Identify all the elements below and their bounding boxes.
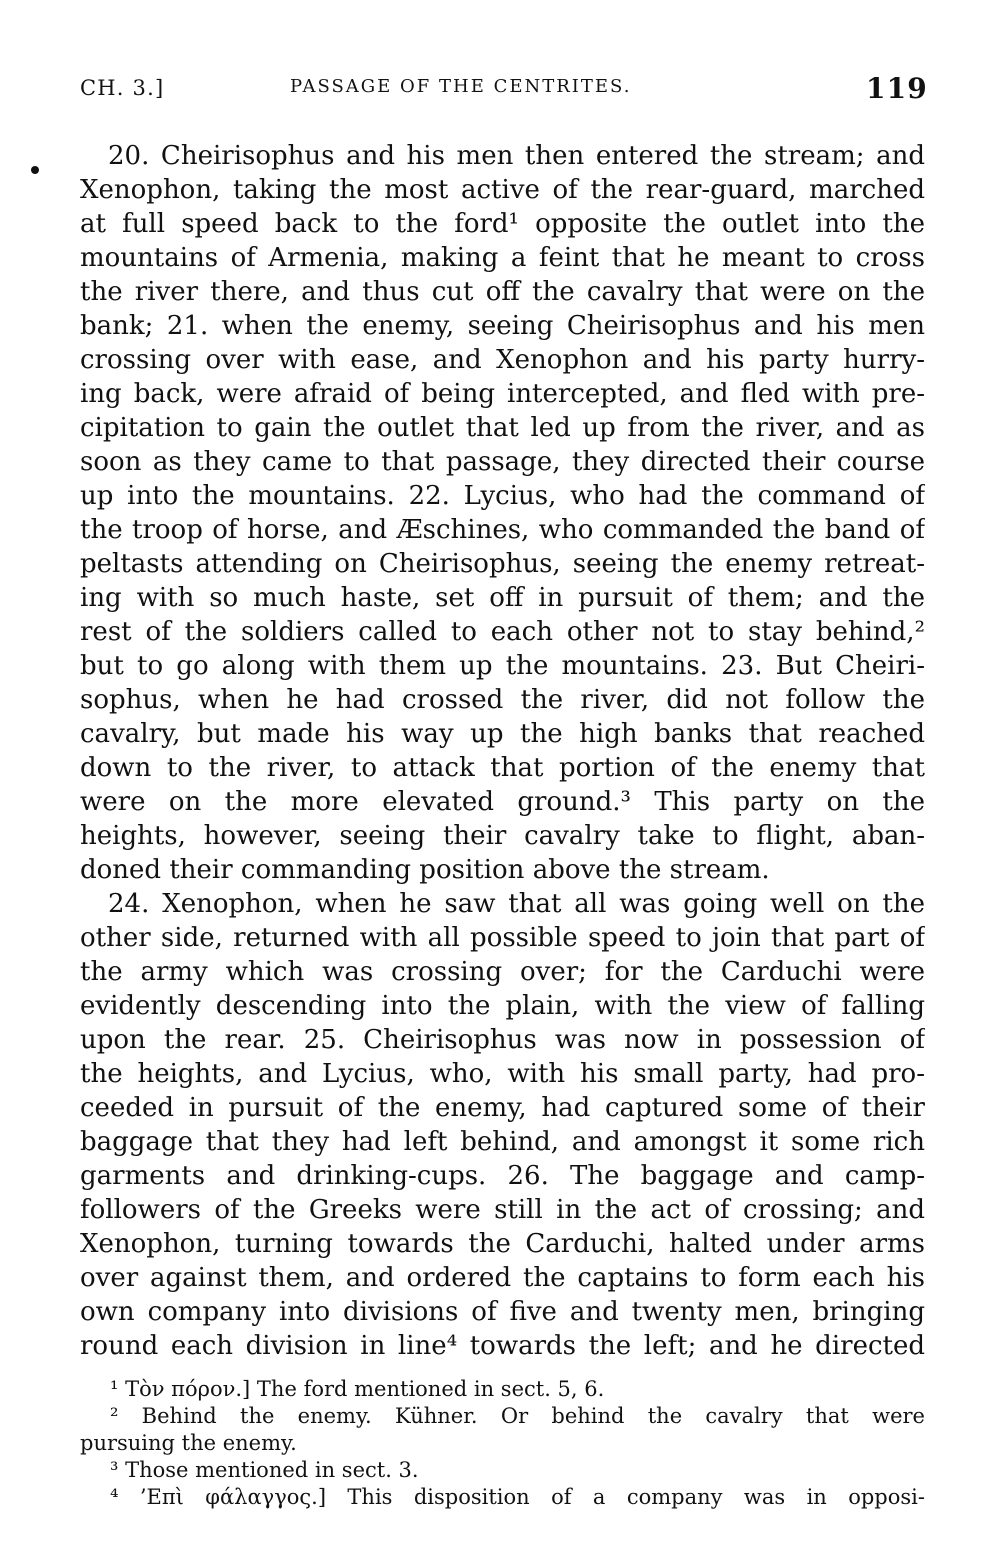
chapter-label: CH. 3.] — [80, 76, 165, 100]
text-line: bank; 21. when the enemy, seeing Cheirisophus and his men — [80, 312, 925, 341]
text-line: down to the river, to attack that portion of the enemy that — [80, 754, 925, 783]
text-line: doned their commanding position above the stream. — [80, 856, 770, 885]
text-line: garments and drinking-cups. 26. The baggage and camp- — [80, 1162, 925, 1191]
footnote: ¹ Tὸν πόρον.] The ford mentioned in sect. 5, 6. — [110, 1378, 605, 1401]
text-line: 20. Cheirisophus and his men then entered the stream; and — [108, 142, 925, 171]
text-line: crossing over with ease, and Xenophon and his party hurry- — [80, 346, 925, 375]
footnote-continuation: pursuing the enemy. — [80, 1432, 297, 1455]
footnote: ³ Those mentioned in sect. 3. — [110, 1459, 419, 1482]
text-line: cipitation to gain the outlet that led up from the river, and as — [80, 414, 925, 443]
text-line: rest of the soldiers called to each other not to stay behind,² — [80, 618, 925, 647]
text-line: round each division in line⁴ towards the left; and he directed — [80, 1332, 925, 1361]
text-line: sophus, when he had crossed the river, did not follow the — [80, 686, 925, 715]
text-line: Xenophon, taking the most active of the rear-guard, marched — [80, 176, 925, 205]
text-line: heights, however, seeing their cavalry take to flight, aban- — [80, 822, 925, 851]
text-line: Xenophon, turning towards the Carduchi, halted under arms — [80, 1230, 925, 1259]
text-line: over against them, and ordered the captains to form each his — [80, 1264, 925, 1293]
text-line: upon the rear. 25. Cheirisophus was now in possession of — [80, 1026, 925, 1055]
text-line: ing back, were afraid of being intercepted, and fled with pre- — [80, 380, 925, 409]
text-line: 24. Xenophon, when he saw that all was going well on the — [108, 890, 925, 919]
footnote: ⁴ ’Eπὶ φάλαγγος.] This disposition of a company was in opposi- — [110, 1486, 925, 1509]
text-line: soon as they came to that passage, they directed their course — [80, 448, 925, 477]
text-line: own company into divisions of five and twenty men, bringing — [80, 1298, 925, 1327]
text-line: the heights, and Lycius, who, with his small party, had pro- — [80, 1060, 925, 1089]
margin-mark — [31, 166, 39, 174]
text-line: baggage that they had left behind, and amongst it some rich — [80, 1128, 925, 1157]
text-line: up into the mountains. 22. Lycius, who had the command of — [80, 482, 925, 511]
text-line: ceeded in pursuit of the enemy, had captured some of their — [80, 1094, 925, 1123]
text-line: the troop of horse, and Æschines, who commanded the band of — [80, 516, 925, 545]
text-line: mountains of Armenia, making a feint that he meant to cross — [80, 244, 925, 273]
text-line: the river there, and thus cut off the cavalry that were on the — [80, 278, 925, 307]
text-line: cavalry, but made his way up the high banks that reached — [80, 720, 925, 749]
text-line: were on the more elevated ground.³ This party on the — [80, 788, 925, 817]
text-line: followers of the Greeks were still in the act of crossing; and — [80, 1196, 925, 1225]
text-line: the army which was crossing over; for the Carduchi were — [80, 958, 925, 987]
footnote: ² Behind the enemy. Kühner. Or behind the cavalry that were — [110, 1405, 925, 1428]
text-line: peltasts attending on Cheirisophus, seeing the enemy retreat- — [80, 550, 925, 579]
running-header — [80, 74, 928, 106]
page-number: 119 — [865, 72, 928, 105]
text-line: ing with so much haste, set off in pursuit of them; and the — [80, 584, 925, 613]
text-line: other side, returned with all possible speed to join that part of — [80, 924, 925, 953]
text-line: evidently descending into the plain, with the view of falling — [80, 992, 925, 1021]
text-line: but to go along with them up the mountains. 23. But Cheiri- — [80, 652, 925, 681]
text-line: at full speed back to the ford¹ opposite the outlet into the — [80, 210, 925, 239]
page-title: PASSAGE OF THE CENTRITES. — [290, 76, 632, 97]
